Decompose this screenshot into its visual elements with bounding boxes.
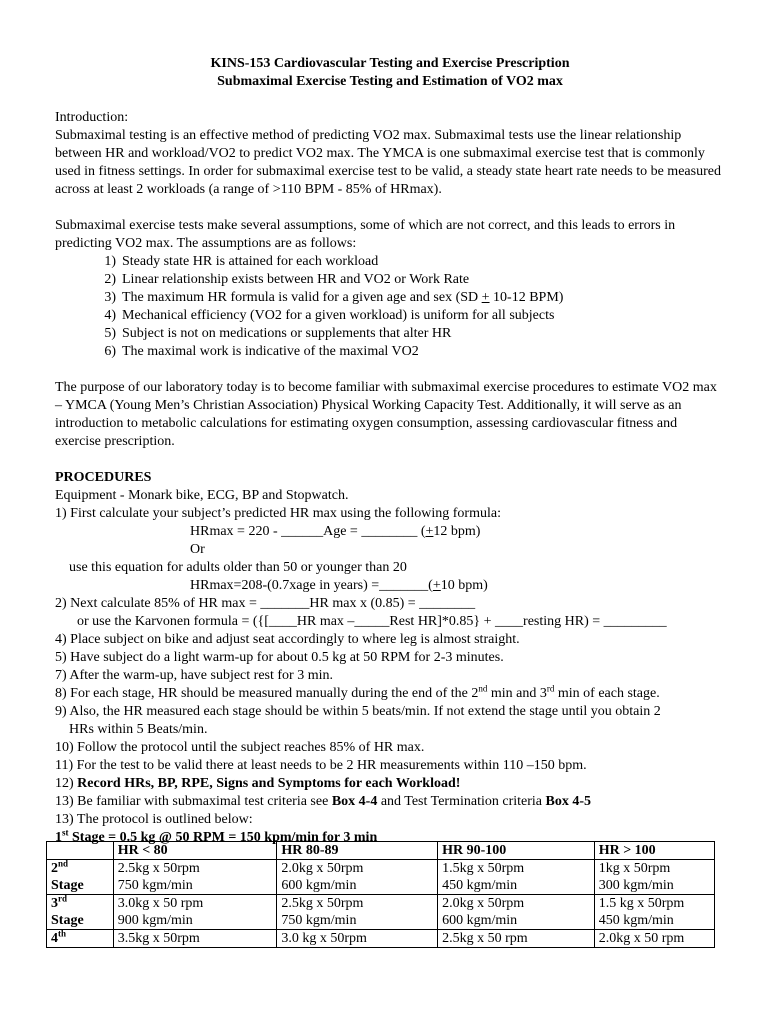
table-header-cell [47,842,114,860]
procedures-heading: PROCEDURES [55,470,152,485]
table-cell: 3.5kg x 50rpm [113,930,277,948]
step-4: 4) Place subject on bike and adjust seat accordingly to where leg is almost straight. [55,632,520,647]
stage-1-line: 1st Stage = 0.5 kg @ 50 RPM = 150 kpm/min for 3 min [55,827,378,845]
table-header-row [47,842,715,860]
table-cell: 1kg x 50rpm 300 kgm/min [594,860,714,895]
assumptions-paragraph: Submaximal exercise tests make several assumptions, some of which are not correct, and this leads to errors in predicting VO2 max. The assumptions are as follows: [55,218,676,251]
stage-label: 2nd Stage [47,860,114,895]
step-2: 2) Next calculate 85% of HR max = _______HR max x (0.85) = ________ [55,596,476,611]
table-cell: 2.0kg x 50 rpm [594,930,714,948]
step-7: 7) After the warm-up, have subject rest for 3 min. [55,668,333,683]
table-row [47,930,715,948]
step-1: 1) First calculate your subject’s predicted HR max using the following formula: [55,506,501,521]
intro-heading: Introduction: [55,110,129,125]
table-cell: 1.5kg x 50rpm 450 kgm/min [438,860,595,895]
table-header-cell: HR < 80 [113,842,277,860]
step-12: 12) Record HRs, BP, RPE, Signs and Symptoms for each Workload! [55,776,461,791]
list-item: 5) Subject is not on medications or supplements that alter HR [104,326,452,341]
table-cell: 2.5kg x 50 rpm [438,930,595,948]
table-cell: 2.5kg x 50rpm 750 kgm/min [113,860,277,895]
karvonen-formula: or use the Karvonen formula = ({[____HR max –_____Rest HR]*0.85} + ____resting HR) = _________ [77,614,667,629]
stage-label: 3rd Stage [47,895,114,930]
table-row [47,860,715,895]
alt-equation-note: use this equation for adults older than 50 or younger than 20 [69,560,407,575]
table-header-cell: HR 80-89 [277,842,438,860]
protocol-table [46,841,715,948]
table-header-cell: HR 90-100 [438,842,595,860]
table-cell: 2.0kg x 50rpm 600 kgm/min [277,860,438,895]
hrmax-alt-formula: HRmax=208-(0.7xage in years) =_______(+10 bpm) [190,578,488,593]
table-cell: 2.0kg x 50rpm 600 kgm/min [438,895,595,930]
step-8: 8) For each stage, HR should be measured manually during the end of the 2nd min and 3rd min of each stage. [55,683,660,701]
list-item: 2) Linear relationship exists between HR and VO2 or Work Rate [104,272,470,287]
list-item: 1) Steady state HR is attained for each workload [104,254,379,269]
table-row [47,895,715,930]
step-10: 10) Follow the protocol until the subject reaches 85% of HR max. [55,740,425,755]
list-item: 3) The maximum HR formula is valid for a given age and sex (SD + 10-12 BPM) [104,290,564,305]
table-cell: 3.0 kg x 50rpm [277,930,438,948]
step-11: 11) For the test to be valid there at least needs to be 2 HR measurements within 110 –150 bpm. [55,758,587,773]
intro-paragraph: Submaximal testing is an effective method of predicting VO2 max. Submaximal tests use the linear relationship between HR and workload/VO2 to predict VO2 max. The YMCA is one submaximal exercise test that is commonly used in fitness settings. In order for submaximal exercise test to be valid, a steady state heart rate needs to be measured across at least 2 workloads (a range of >110 BPM - 85% of HRmax). [55,128,721,197]
table-header-cell: HR > 100 [594,842,714,860]
table-cell: 3.0kg x 50 rpm 900 kgm/min [113,895,277,930]
assumptions-list [55,253,725,361]
document-page [55,55,725,847]
purpose-paragraph: The purpose of our laboratory today is to become familiar with submaximal exercise procedures to estimate VO2 max – YMCA (Young Men’s Christian Association) Physical Working Capacity Test. Additionally, it will serve as an introduction to metabolic calculations for estimating oxygen consumption, assessing cardiovascular fitness and exercise prescription. [55,380,717,449]
step-5: 5) Have subject do a light warm-up for about 0.5 kg at 50 RPM for 2-3 minutes. [55,650,504,665]
list-item: 4) Mechanical efficiency (VO2 for a given workload) is uniform for all subjects [104,308,555,323]
or-label: Or [190,542,205,557]
document-title-line2: Submaximal Exercise Testing and Estimation of VO2 max [217,74,563,89]
step-9: 9) Also, the HR measured each stage should be within 5 beats/min. If not extend the stage until you obtain 2 [55,704,661,719]
table-cell: 2.5kg x 50rpm 750 kgm/min [277,895,438,930]
document-title-line1: KINS-153 Cardiovascular Testing and Exercise Prescription [210,56,570,71]
step-13-criteria: 13) Be familiar with submaximal test criteria see Box 4-4 and Test Termination criteria Box 4-5 [55,794,592,809]
step-13-protocol: 13) The protocol is outlined below: [55,812,253,827]
stage-label: 4th [47,930,114,948]
list-item: 6) The maximal work is indicative of the maximal VO2 [104,344,419,359]
table-cell: 1.5 kg x 50rpm 450 kgm/min [594,895,714,930]
equipment-line: Equipment - Monark bike, ECG, BP and Stopwatch. [55,488,349,503]
step-9-continued: HRs within 5 Beats/min. [69,722,208,737]
hrmax-formula: HRmax = 220 - ______Age = ________ (+12 bpm) [190,524,481,539]
